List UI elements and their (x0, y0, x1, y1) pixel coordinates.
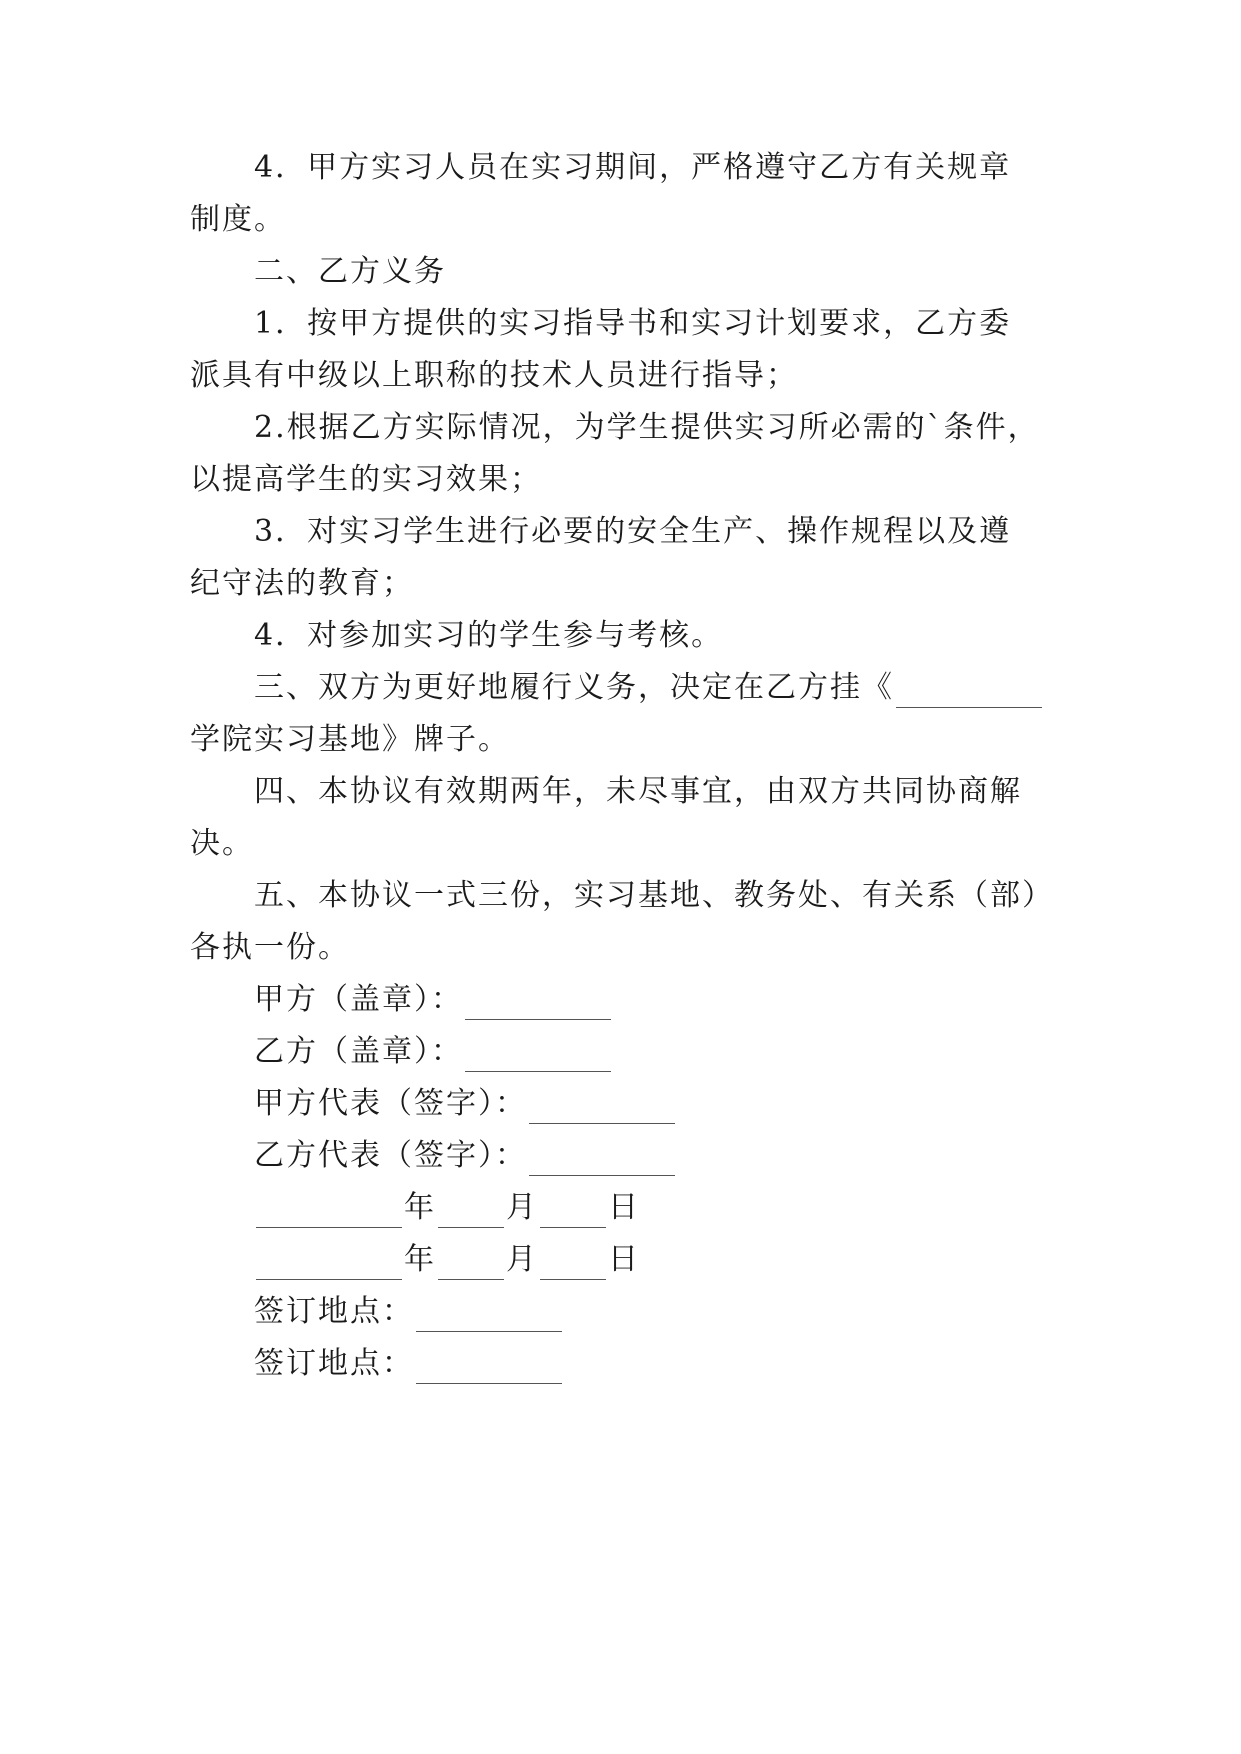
duty-3-line-2: 纪守法的教育； (190, 566, 414, 601)
party-b-rep-row (254, 1136, 677, 1176)
section-3-line-1 (254, 668, 1044, 708)
section-4-line-2: 决。 (190, 826, 254, 861)
section-4-line-1: 四、本协议有效期两年，未尽事宜，由双方共同协商解 (254, 774, 1022, 809)
clause-4-line-2: 制度。 (190, 202, 286, 237)
college-name-blank[interactable] (896, 677, 1042, 708)
signing-place-row-2 (254, 1344, 564, 1384)
year-blank-1[interactable] (256, 1197, 402, 1228)
duty-1-line-2: 派具有中级以上职称的技术人员进行指导； (190, 358, 798, 393)
section-5-line-1: 五、本协议一式三份，实习基地、教务处、有关系（部） (254, 878, 1054, 913)
party-a-seal-label: 甲方（盖章）： (254, 982, 463, 1017)
signing-place-blank-2[interactable] (416, 1353, 562, 1384)
date-row-1 (254, 1188, 640, 1228)
day-label-1: 日 (608, 1190, 640, 1225)
year-blank-2[interactable] (256, 1249, 402, 1280)
section-3-text: 三、双方为更好地履行义务，决定在乙方挂《 (254, 670, 894, 705)
party-a-seal-row (254, 980, 613, 1020)
date-row-2 (254, 1240, 640, 1280)
party-b-seal-label: 乙方（盖章）： (254, 1034, 463, 1069)
year-label-2: 年 (404, 1242, 436, 1277)
duty-4-line: 4．对参加实习的学生参与考核。 (254, 618, 724, 653)
duty-3-line-1: 3．对实习学生进行必要的安全生产、操作规程以及遵 (254, 514, 1012, 549)
month-label-2: 月 (506, 1242, 538, 1277)
day-blank-1[interactable] (540, 1197, 606, 1228)
month-label-1: 月 (506, 1190, 538, 1225)
signing-place-label-2: 签订地点： (254, 1346, 414, 1381)
party-b-rep-label: 乙方代表（签字）： (254, 1138, 527, 1173)
party-b-rep-blank[interactable] (529, 1145, 675, 1176)
party-b-seal-row (254, 1032, 613, 1072)
month-blank-2[interactable] (438, 1249, 504, 1280)
duty-2-line-1: 2.根据乙方实际情况，为学生提供实习所必需的`条件， (254, 410, 1040, 445)
clause-4-line-1: 4．甲方实习人员在实习期间，严格遵守乙方有关规章 (254, 150, 1012, 185)
section-heading-party-b-duties: 二、乙方义务 (254, 254, 446, 289)
section-5-line-2: 各执一份。 (190, 930, 350, 965)
signing-place-blank-1[interactable] (416, 1301, 562, 1332)
party-a-rep-label: 甲方代表（签字）： (254, 1086, 527, 1121)
party-b-seal-blank[interactable] (465, 1041, 611, 1072)
party-a-seal-blank[interactable] (465, 989, 611, 1020)
signing-place-row-1 (254, 1292, 564, 1332)
year-label-1: 年 (404, 1190, 436, 1225)
party-a-rep-row (254, 1084, 677, 1124)
day-blank-2[interactable] (540, 1249, 606, 1280)
section-3-line-2: 学院实习基地》牌子。 (190, 722, 510, 757)
signing-place-label-1: 签订地点： (254, 1294, 414, 1329)
day-label-2: 日 (608, 1242, 640, 1277)
party-a-rep-blank[interactable] (529, 1093, 675, 1124)
duty-1-line-1: 1．按甲方提供的实习指导书和实习计划要求，乙方委 (254, 306, 1012, 341)
duty-2-line-2: 以提高学生的实习效果； (190, 462, 542, 497)
month-blank-1[interactable] (438, 1197, 504, 1228)
